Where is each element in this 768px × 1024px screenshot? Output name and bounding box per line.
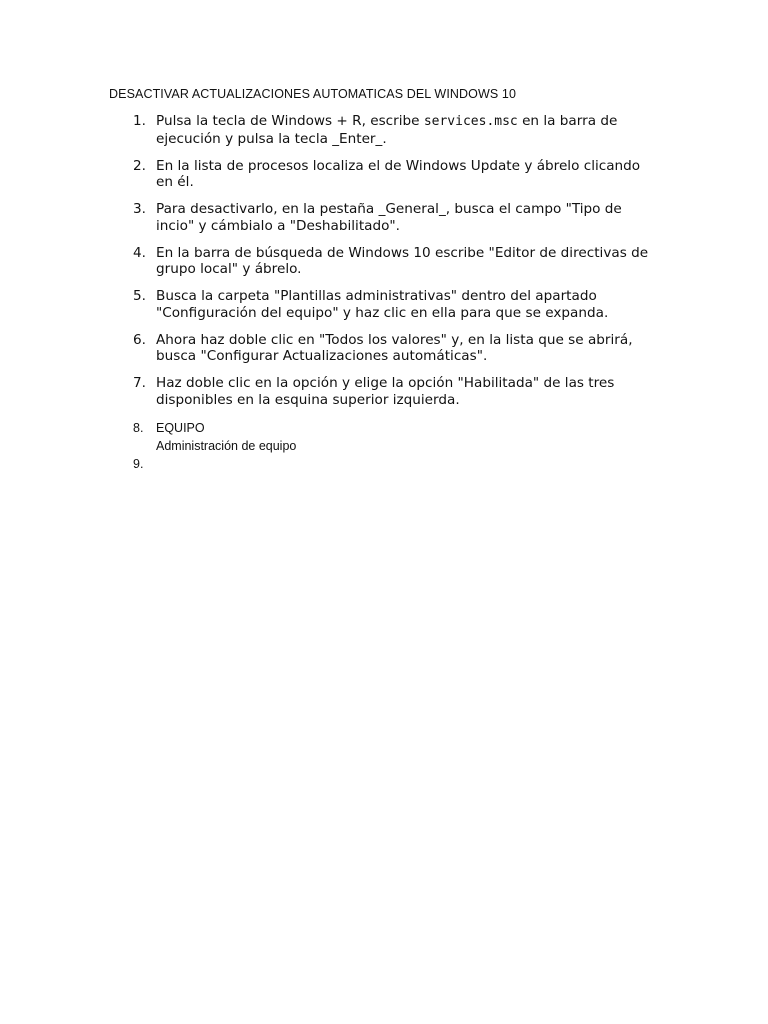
item-subtext: Administración de equipo bbox=[156, 438, 297, 453]
list-item bbox=[130, 158, 660, 191]
list-item bbox=[130, 201, 660, 234]
item-text: Busca la carpeta "Plantillas administrativas" dentro del apartado "Configuración del equipo" y haz clic en ella para que se expanda. bbox=[156, 288, 609, 321]
steps-list bbox=[130, 113, 660, 471]
item-text: Haz doble clic en la opción y elige la opción "Habilitada" de las tres disponibles en la esquina superior izquierda. bbox=[156, 375, 615, 408]
list-item bbox=[130, 419, 660, 455]
list-item bbox=[130, 332, 660, 365]
list-item bbox=[130, 375, 660, 408]
item-number: 2. bbox=[133, 157, 146, 174]
item-text: Para desactivarlo, en la pestaña _General_, busca el campo "Tipo de incio" y cámbialo a "Deshabilitado". bbox=[156, 201, 622, 234]
item-text: en la barra de ejecución y pulsa la tecla _Enter_. bbox=[156, 113, 618, 147]
item-text: Pulsa la tecla de Windows + R, escribe bbox=[156, 113, 424, 129]
list-item bbox=[130, 113, 660, 147]
item-number: 1. bbox=[133, 113, 146, 129]
item-number: 4. bbox=[133, 244, 146, 261]
document-title: DESACTIVAR ACTUALIZACIONES AUTOMATICAS DEL WINDOWS 10 bbox=[109, 87, 516, 101]
item-number: 9. bbox=[133, 456, 144, 471]
list-item bbox=[130, 245, 660, 278]
item-number: 7. bbox=[133, 375, 146, 391]
item-number: 8. bbox=[133, 420, 144, 435]
item-number: 6. bbox=[133, 331, 146, 348]
list-item bbox=[130, 288, 660, 321]
item-text: En la barra de búsqueda de Windows 10 escribe "Editor de directivas de grupo local" y ábrelo. bbox=[156, 244, 649, 277]
item-text: En la lista de procesos localiza el de Windows Update y ábrelo clicando en él. bbox=[156, 157, 641, 190]
item-text: EQUIPO bbox=[156, 420, 205, 435]
item-number: 5. bbox=[133, 288, 146, 304]
item-code: services.msc bbox=[423, 114, 518, 129]
item-text: Ahora haz doble clic en "Todos los valores" y, en la lista que se abrirá, busca "Configurar Actualizaciones automáticas". bbox=[156, 331, 633, 364]
item-number: 3. bbox=[133, 201, 146, 217]
